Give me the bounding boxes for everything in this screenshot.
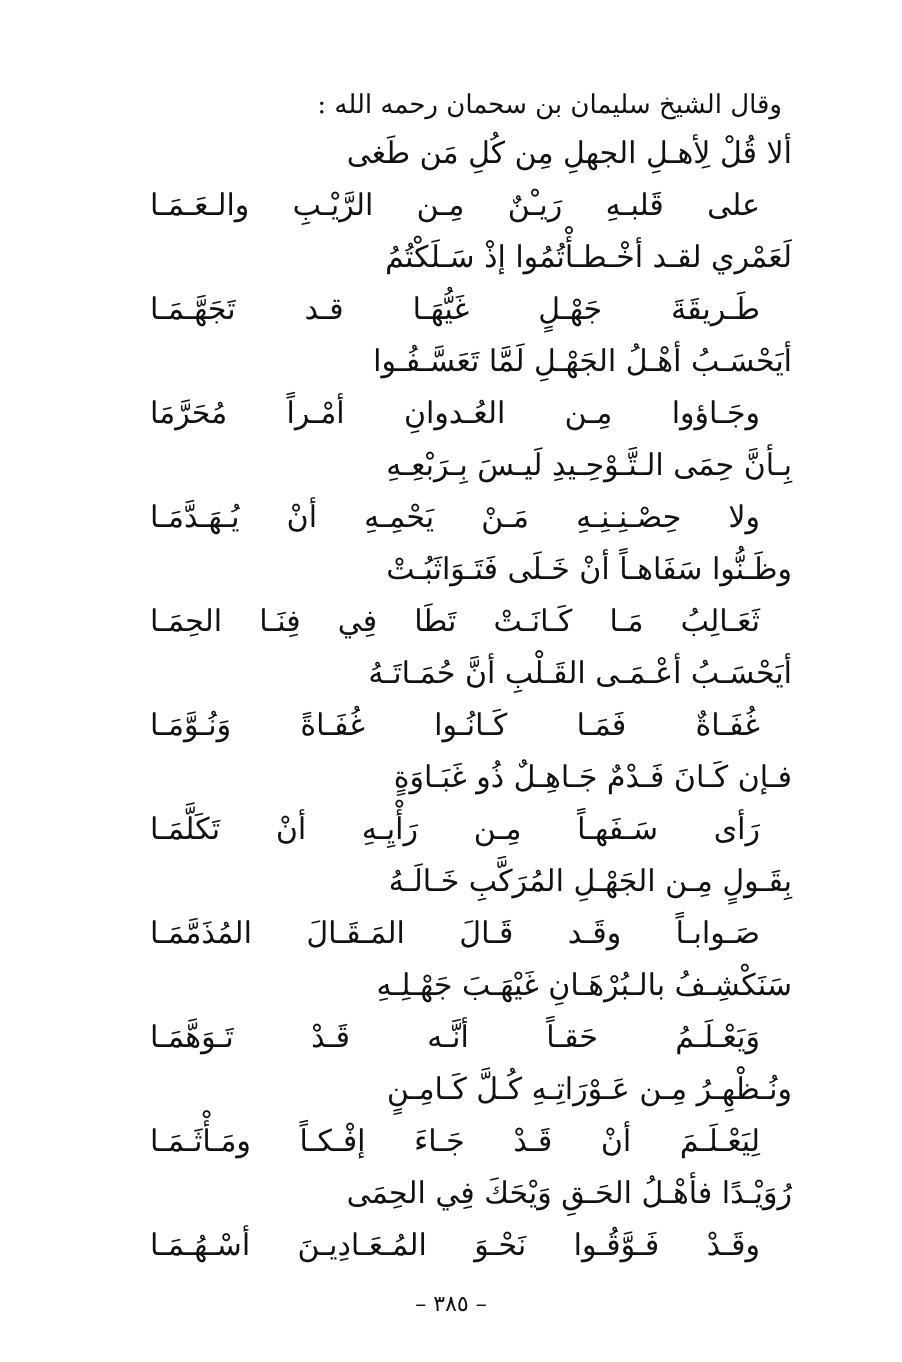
verse-10 (0, 1064, 902, 1168)
page-number: – ٣٨٥ – (415, 1292, 487, 1317)
verse-2-second-hemistich: طَـريقَةَ جَهْـلٍ غَيُّهَـا قـد تَجَهَّـمَـا (150, 292, 760, 327)
verse-1 (0, 128, 902, 232)
verse-4-first-hemistich: بِـأنَّ حِمَى الـتَّـوْحِـيدِ لَيـسَ بِـرَبْعِـهِ (386, 448, 792, 483)
verse-6 (0, 648, 902, 752)
verse-9 (0, 960, 902, 1064)
verse-6-second-hemistich: غُفَـاةٌ فَمَـا كَـانُـوا غُفَـاةً وَنُـوَّمَـا (150, 708, 760, 743)
verse-10-first-hemistich: ونُـظْهِـرُ مِـن عَـوْرَاتِـهِ كُـلَّ كَـامِـنٍ (386, 1072, 792, 1107)
verse-9-second-hemistich: وَيَعْـلَـمُ حَقـاً أنَّـه قَـدْ تَـوَهَّمَـا (150, 1020, 760, 1055)
verse-11-first-hemistich: رُوَيْـدًا فأهْـلُ الحَـقِ وَيْحَكَ فِي الحِمَى (346, 1176, 792, 1211)
verse-5-first-hemistich: وظَـنُّوا سَفَاهـاً أنْ خَـلَى فَتَـوَاثَبُـتْ (386, 552, 792, 587)
verse-4-second-hemistich: ولا حِصْـنِـنِـهِ مَـنْ يَحْمِـهِ أنْ يُـهَـدَّمَـا (150, 500, 760, 535)
verse-5 (0, 544, 902, 648)
verse-8-first-hemistich: بِقَـولٍ مِـن الجَهْـلِ المُرَكَّبِ خَـالَـهُ (388, 864, 792, 899)
verse-3-first-hemistich: أيَحْسَـبُ أهْـلُ الجَهْـلِ لَمَّا تَعَسَّـفُـوا (373, 344, 792, 379)
verse-2-first-hemistich: لَعَمْري لقـد أخْـطـأْتُمُوا إذْ سَـلَكْتُمُ (385, 240, 792, 275)
verse-8 (0, 856, 902, 960)
verse-7-first-hemistich: فـإن كَـانَ فَـدْمٌ جَـاهِـلٌ ذُو غَبَـاوَةٍ (393, 760, 792, 795)
verse-6-first-hemistich: أيَحْسَـبُ أعْـمَـى القَـلْبِ أنَّ حُمَـاتَـهُ (368, 656, 792, 691)
verse-7 (0, 752, 902, 856)
verse-7-second-hemistich: رَأى سَـفَهـاً مِـن رَأْيِـهِ أنْ تَكَلَّمَـا (150, 812, 760, 847)
verse-5-second-hemistich: ثَعَـالِبُ مَـا كَـانَـتْ تَطَا فِي فِنَـا الحِمَـا (150, 604, 760, 639)
verse-11-second-hemistich: وقَـدْ فَـوَّقُـوا نَحْـوَ المُـعَـادِيـنَ أسْـهُـمَـا (150, 1228, 760, 1263)
verse-1-second-hemistich: على قَلبـهِ رَيـْنٌ مِـن الرَّيْـبِ والـعَـمَـا (150, 188, 760, 223)
verse-11 (0, 1168, 902, 1272)
poem (0, 128, 902, 1272)
verse-8-second-hemistich: صَـوابـاً وقَـد قَـالَ المَـقَـالَ المُذَمَّمَـا (150, 916, 760, 951)
intro-line: وقال الشيخ سليمان بن سحمان رحمه الله : (317, 90, 782, 120)
verse-2 (0, 232, 902, 336)
verse-4 (0, 440, 902, 544)
verse-10-second-hemistich: لِيَعْـلَـمَ أنْ قَـدْ جَـاءَ إفْـكـاً ومَـأْثَـمَـا (150, 1124, 760, 1159)
verse-3-second-hemistich: وجَـاؤوا مِـن العُـدوانِ أمْـراً مُحَرَّمَا (150, 396, 760, 431)
verse-3 (0, 336, 902, 440)
verse-9-first-hemistich: سَنَكْشِـفُ بالـبُرْهَـانِ غَيْهَـبَ جَهْـلِـهِ (376, 968, 792, 1003)
verse-1-first-hemistich: ألا قُلْ لِأهـلِ الجهلِ مِن كُلِ مَن طَغى (346, 136, 792, 171)
